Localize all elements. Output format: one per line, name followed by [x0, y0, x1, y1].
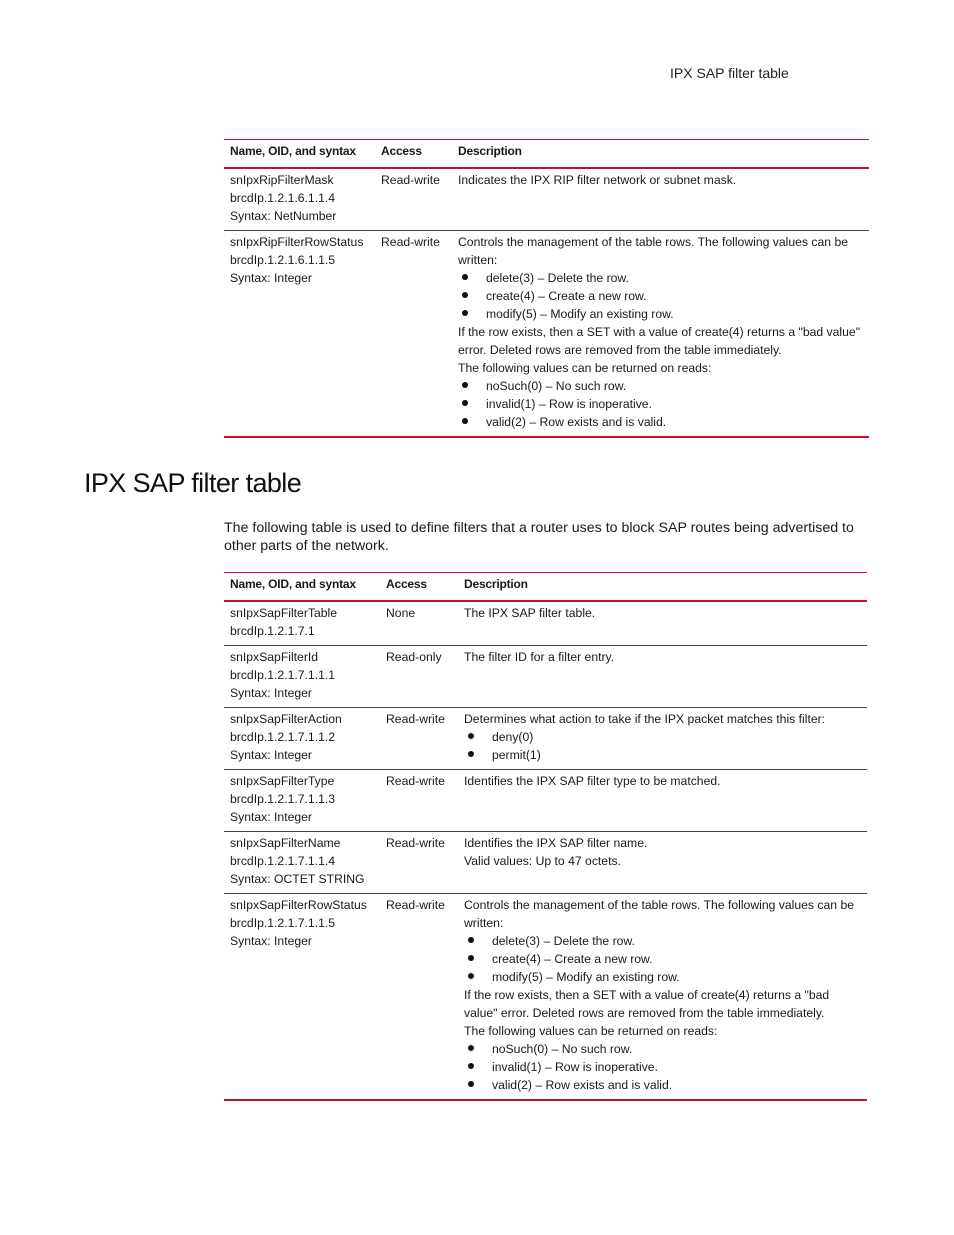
description-text: Identifies the IPX SAP filter name.	[464, 836, 648, 850]
description-text: Controls the management of the table rows. The following values can be written:	[458, 235, 848, 267]
description-cell	[458, 708, 867, 770]
running-header: IPX SAP filter table	[670, 65, 789, 81]
object-name: snIpxRipFilterRowStatus	[230, 235, 364, 249]
description-cell	[452, 231, 869, 438]
access-cell: Read-write	[386, 774, 445, 788]
object-syntax: Syntax: OCTET STRING	[230, 872, 365, 886]
description-text: Valid values: Up to 47 octets.	[464, 854, 621, 868]
object-name: snIpxSapFilterName	[230, 836, 341, 850]
rip-filter-table	[224, 139, 869, 438]
object-syntax: Syntax: Integer	[230, 271, 312, 285]
description-cell	[458, 770, 867, 832]
object-syntax: Syntax: NetNumber	[230, 209, 337, 223]
table-row	[224, 894, 867, 1101]
description-text: The IPX SAP filter table.	[464, 606, 596, 620]
access-cell: None	[386, 606, 416, 620]
section-title: IPX SAP filter table	[84, 468, 302, 498]
list-item: create(4) – Create a new row.	[464, 950, 861, 968]
column-header-access: Access	[381, 144, 422, 158]
object-oid: brcdIp.1.2.1.7.1.1.4	[230, 854, 336, 868]
table-row	[224, 832, 867, 894]
sap-filter-table	[224, 572, 867, 1101]
object-name: snIpxSapFilterRowStatus	[230, 898, 367, 912]
list-item: noSuch(0) – No such row.	[458, 377, 863, 395]
list-item: deny(0)	[464, 728, 861, 746]
description-text: If the row exists, then a SET with a value of create(4) returns a "bad value" error. Deleted rows are removed from the table immediately.	[464, 988, 830, 1020]
description-cell	[458, 601, 867, 646]
bullet-list	[464, 932, 861, 986]
access-cell: Read-write	[386, 712, 445, 726]
table-header-row	[224, 140, 869, 169]
table-row	[224, 646, 867, 708]
description-cell	[458, 646, 867, 708]
object-syntax: Syntax: Integer	[230, 686, 312, 700]
table-row	[224, 168, 869, 231]
access-cell: Read-write	[386, 836, 445, 850]
table-row	[224, 708, 867, 770]
object-cell	[224, 601, 380, 646]
list-item: delete(3) – Delete the row.	[464, 932, 861, 950]
list-item: valid(2) – Row exists and is valid.	[464, 1076, 861, 1094]
list-item: create(4) – Create a new row.	[458, 287, 863, 305]
column-header-name: Name, OID, and syntax	[230, 577, 356, 591]
object-name: snIpxRipFilterMask	[230, 173, 334, 187]
access-cell: Read-write	[381, 235, 440, 249]
description-text: The following values can be returned on reads:	[458, 361, 712, 375]
object-cell	[224, 708, 380, 770]
table-row	[224, 231, 869, 438]
column-header-access: Access	[386, 577, 427, 591]
description-text: Indicates the IPX RIP filter network or subnet mask.	[458, 173, 737, 187]
description-text: If the row exists, then a SET with a value of create(4) returns a "bad value" error. Deleted rows are removed from the table immediately.	[458, 325, 861, 357]
object-name: snIpxSapFilterTable	[230, 606, 338, 620]
list-item: modify(5) – Modify an existing row.	[464, 968, 861, 986]
table-row	[224, 601, 867, 646]
list-item: invalid(1) – Row is inoperative.	[458, 395, 863, 413]
object-cell	[224, 832, 380, 894]
section-intro: The following table is used to define filters that a router uses to block SAP routes being advertised to other parts of the network.	[224, 520, 854, 554]
object-cell	[224, 231, 375, 438]
access-cell: Read-write	[381, 173, 440, 187]
list-item: noSuch(0) – No such row.	[464, 1040, 861, 1058]
object-cell	[224, 770, 380, 832]
description-cell	[452, 168, 869, 231]
object-oid: brcdIp.1.2.1.7.1.1.3	[230, 792, 336, 806]
bullet-list	[458, 269, 863, 323]
list-item: modify(5) – Modify an existing row.	[458, 305, 863, 323]
object-oid: brcdIp.1.2.1.7.1	[230, 624, 315, 638]
column-header-description: Description	[458, 144, 522, 158]
description-cell	[458, 894, 867, 1101]
column-header-description: Description	[464, 577, 528, 591]
table-row	[224, 770, 867, 832]
access-cell: Read-only	[386, 650, 442, 664]
object-name: snIpxSapFilterAction	[230, 712, 342, 726]
description-cell	[458, 832, 867, 894]
object-oid: brcdIp.1.2.1.7.1.1.2	[230, 730, 336, 744]
list-item: delete(3) – Delete the row.	[458, 269, 863, 287]
description-text: Determines what action to take if the IPX packet matches this filter:	[464, 712, 826, 726]
description-text: The following values can be returned on reads:	[464, 1024, 718, 1038]
list-item: valid(2) – Row exists and is valid.	[458, 413, 863, 431]
description-text: Identifies the IPX SAP filter type to be matched.	[464, 774, 721, 788]
object-cell	[224, 168, 375, 231]
bullet-list	[464, 728, 861, 764]
object-oid: brcdIp.1.2.1.6.1.1.4	[230, 191, 336, 205]
object-oid: brcdIp.1.2.1.6.1.1.5	[230, 253, 336, 267]
description-text: Controls the management of the table rows. The following values can be written:	[464, 898, 854, 930]
bullet-list	[464, 1040, 861, 1094]
description-text: The filter ID for a filter entry.	[464, 650, 615, 664]
table-header-row	[224, 573, 867, 602]
object-cell	[224, 646, 380, 708]
list-item: invalid(1) – Row is inoperative.	[464, 1058, 861, 1076]
object-syntax: Syntax: Integer	[230, 934, 312, 948]
object-oid: brcdIp.1.2.1.7.1.1.1	[230, 668, 336, 682]
object-syntax: Syntax: Integer	[230, 748, 312, 762]
bullet-list	[458, 377, 863, 431]
object-cell	[224, 894, 380, 1101]
object-name: snIpxSapFilterId	[230, 650, 319, 664]
object-name: snIpxSapFilterType	[230, 774, 335, 788]
object-oid: brcdIp.1.2.1.7.1.1.5	[230, 916, 336, 930]
list-item: permit(1)	[464, 746, 861, 764]
object-syntax: Syntax: Integer	[230, 810, 312, 824]
column-header-name: Name, OID, and syntax	[230, 144, 356, 158]
access-cell: Read-write	[386, 898, 445, 912]
